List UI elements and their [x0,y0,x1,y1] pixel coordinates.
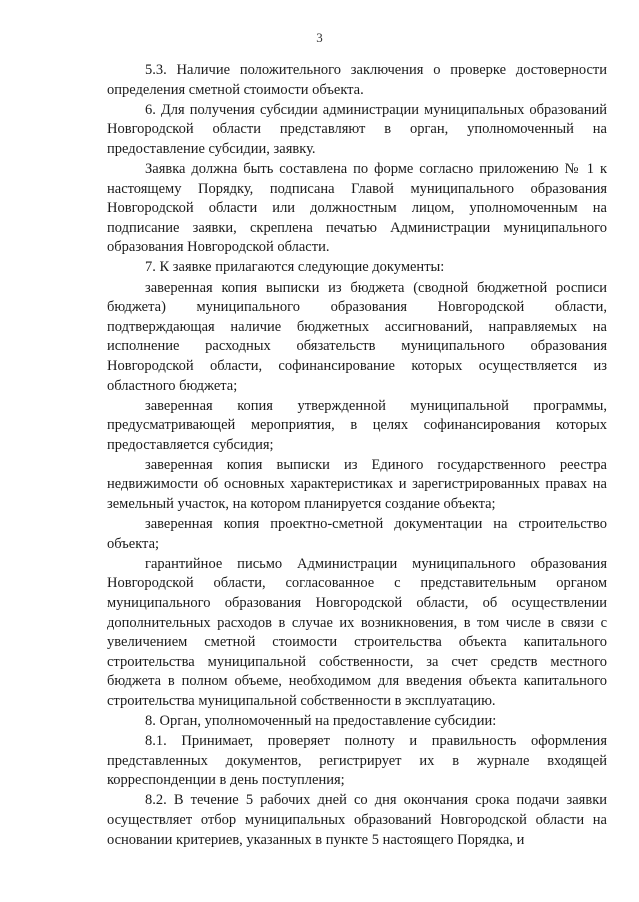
paragraph-8-1: 8.1. Принимает, проверяет полноту и правильность оформления представленных документов, регистрирует их в журнале входящей корреспонденции в день поступления; [107,733,607,789]
paragraph-design-docs: заверенная копия проектно-сметной документации на строительство объекта; [107,516,607,552]
paragraph-municipal-program: заверенная копия утвержденной муниципальной программы, предусматривающей мероприятия, в целях софинансирования которых предоставляется субсидия; [107,397,607,453]
paragraph-guarantee-letter: гарантийное письмо Администрации муниципального образования Новгородской области, согласованное с представительным органом муниципального образования Новгородской области, об осуществлении дополнительных расходов в случае их возникновения, в том числе в связи с увеличением сметной стоимости строительства объекта капитального строительства муниципальной собственности, за счет средств местного бюджета в полном объеме, необходимом для введения объекта капитального строительства муниципальной собственности в эксплуатацию. [107,555,607,709]
paragraph-application-form: Заявка должна быть составлена по форме согласно приложению № 1 к настоящему Порядку, подписана Главой муниципального образования Новгородской области или должностным лицом, уполномоченным на подписание заявки, скреплена печатью Администрации муниципального образования Новгородской области. [107,160,607,256]
paragraph-budget-extract: заверенная копия выписки из бюджета (сводной бюджетной росписи бюджета) муниципального образования Новгородской области, подтверждающая наличие бюджетных ассигнований, направляемых на исполнение расходных обязательств муниципального образования Новгородской области, софинансирование которых осуществляется из областного бюджета; [107,279,607,394]
paragraph-registry-extract: заверенная копия выписки из Единого государственного реестра недвижимости об основных характеристиках и зарегистрированных правах на земельный участок, на котором планируется создание объекта; [107,456,607,513]
page-number: 3 [316,30,323,45]
paragraph-8-2: 8.2. В течение 5 рабочих дней со дня окончания срока подачи заявки осуществляет отбор муниципальных образований Новгородской области на основании критериев, указанных в пункте 5 настоящего Порядка, и [107,792,607,848]
paragraph-7: 7. К заявке прилагаются следующие документы: [145,259,445,276]
paragraph-8: 8. Орган, уполномоченный на предоставление субсидии: [145,713,497,730]
paragraph-5-3: 5.3. Наличие положительного заключения о проверке достоверности определения сметной стоимости объекта. [107,62,607,98]
document-body [107,61,607,851]
paragraph-6: 6. Для получения субсидии администрации муниципальных образований Новгородской области представляют в орган, уполномоченный на предоставление субсидии, заявку. [107,101,607,157]
